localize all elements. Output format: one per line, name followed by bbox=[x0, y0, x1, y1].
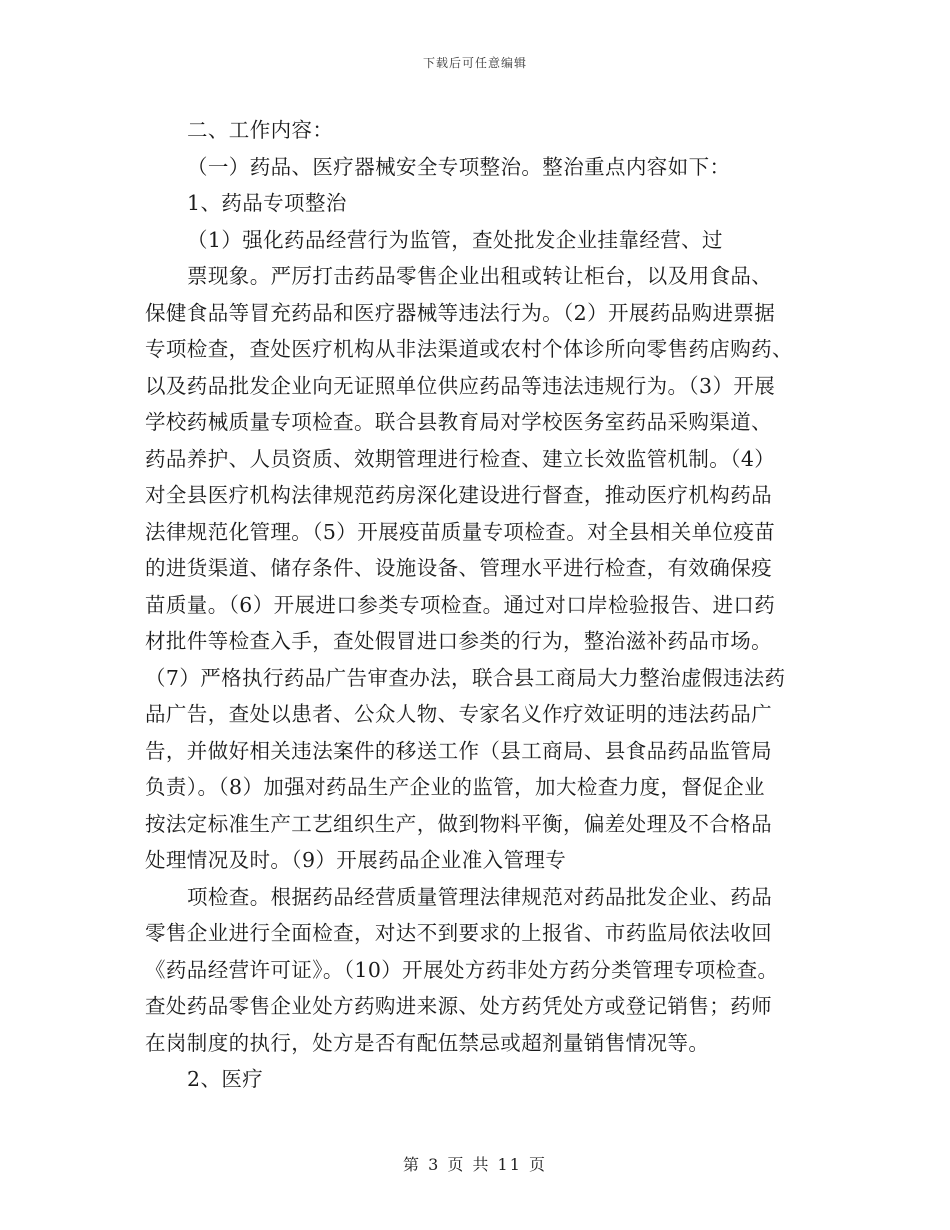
text-line: 票现象。严厉打击药品零售企业出租或转让柜台，以及用食品、 bbox=[187, 264, 773, 288]
text-line: 零售企业进行全面检查，对达不到要求的上报省、市药监局依法收回 bbox=[145, 921, 772, 945]
text-line: 材批件等检查入手，查处假冒进口参类的行为，整治滋补药品市场。 bbox=[145, 629, 772, 653]
text-line: 1、药品专项整治 bbox=[187, 191, 347, 215]
text-line: 学校药械质量专项检查。联合县教育局对学校医务室药品采购渠道、 bbox=[145, 410, 772, 434]
text-line: 专项检查，查处医疗机构从非法渠道或农村个体诊所向零售药店购药、 bbox=[145, 337, 793, 361]
text-line: 《药品经营许可证》。（10）开展处方药非处方药分类管理专项检查。 bbox=[145, 957, 779, 982]
text-line: 告，并做好相关违法案件的移送工作（县工商局、县食品药品监管局 bbox=[145, 738, 772, 763]
text-line: 在岗制度的执行，处方是否有配伍禁忌或超剂量销售情况等。 bbox=[145, 1030, 710, 1055]
document-body bbox=[145, 112, 807, 1098]
text-line: 2、医疗 bbox=[187, 1067, 264, 1091]
text-line: 以及药品批发企业向无证照单位供应药品等违法违规行为。（3）开展 bbox=[145, 373, 776, 398]
text-line: 品广告，查处以患者、公众人物、专家名义作疗效证明的违法药品广 bbox=[145, 702, 772, 726]
text-line: 法律规范化管理。（5）开展疫苗质量专项检查。对全县相关单位疫苗 bbox=[145, 519, 776, 544]
text-line: 保健食品等冒充药品和医疗器械等违法行为。（2）开展药品购进票据 bbox=[145, 300, 776, 325]
text-line: 对全县医疗机构法律规范药房深化建设进行督查，推动医疗机构药品 bbox=[145, 483, 772, 507]
text-line: 苗质量。（6）开展进口参类专项检查。通过对口岸检验报告、进口药 bbox=[145, 592, 776, 617]
text-line: （一）药品、医疗器械安全专项整治。整治重点内容如下： bbox=[187, 154, 731, 179]
text-line: （1）强化药品经营行为监管，查处批发企业挂靠经营、过 bbox=[187, 227, 723, 252]
text-line: 的进货渠道、储存条件、设施设备、管理水平进行检查，有效确保疫 bbox=[145, 556, 772, 580]
text-line: 按法定标准生产工艺组织生产，做到物料平衡，偏差处理及不合格品 bbox=[145, 811, 772, 836]
text-line: 查处药品零售企业处方药购进来源、处方药凭处方或登记销售；药师 bbox=[145, 994, 772, 1018]
text-line: 处理情况及时。（9）开展药品企业准入管理专 bbox=[145, 848, 567, 872]
text-line: （7）严格执行药品广告审查办法，联合县工商局大力整治虚假违法药 bbox=[145, 665, 786, 690]
page-footer: 第 3 页 共 11 页 bbox=[403, 1155, 547, 1174]
text-line: 负责）。（8）加强对药品生产企业的监管，加大检查力度，督促企业 bbox=[145, 775, 765, 799]
page-header: 下载后可任意编辑 bbox=[422, 56, 527, 70]
text-line: 药品养护、人员资质、效期管理进行检查、建立长效监管机制。（4） bbox=[145, 446, 776, 471]
text-line: 项检查。根据药品经营质量管理法律规范对药品批发企业、药品 bbox=[187, 884, 773, 909]
text-line: 二、工作内容： bbox=[187, 118, 334, 142]
